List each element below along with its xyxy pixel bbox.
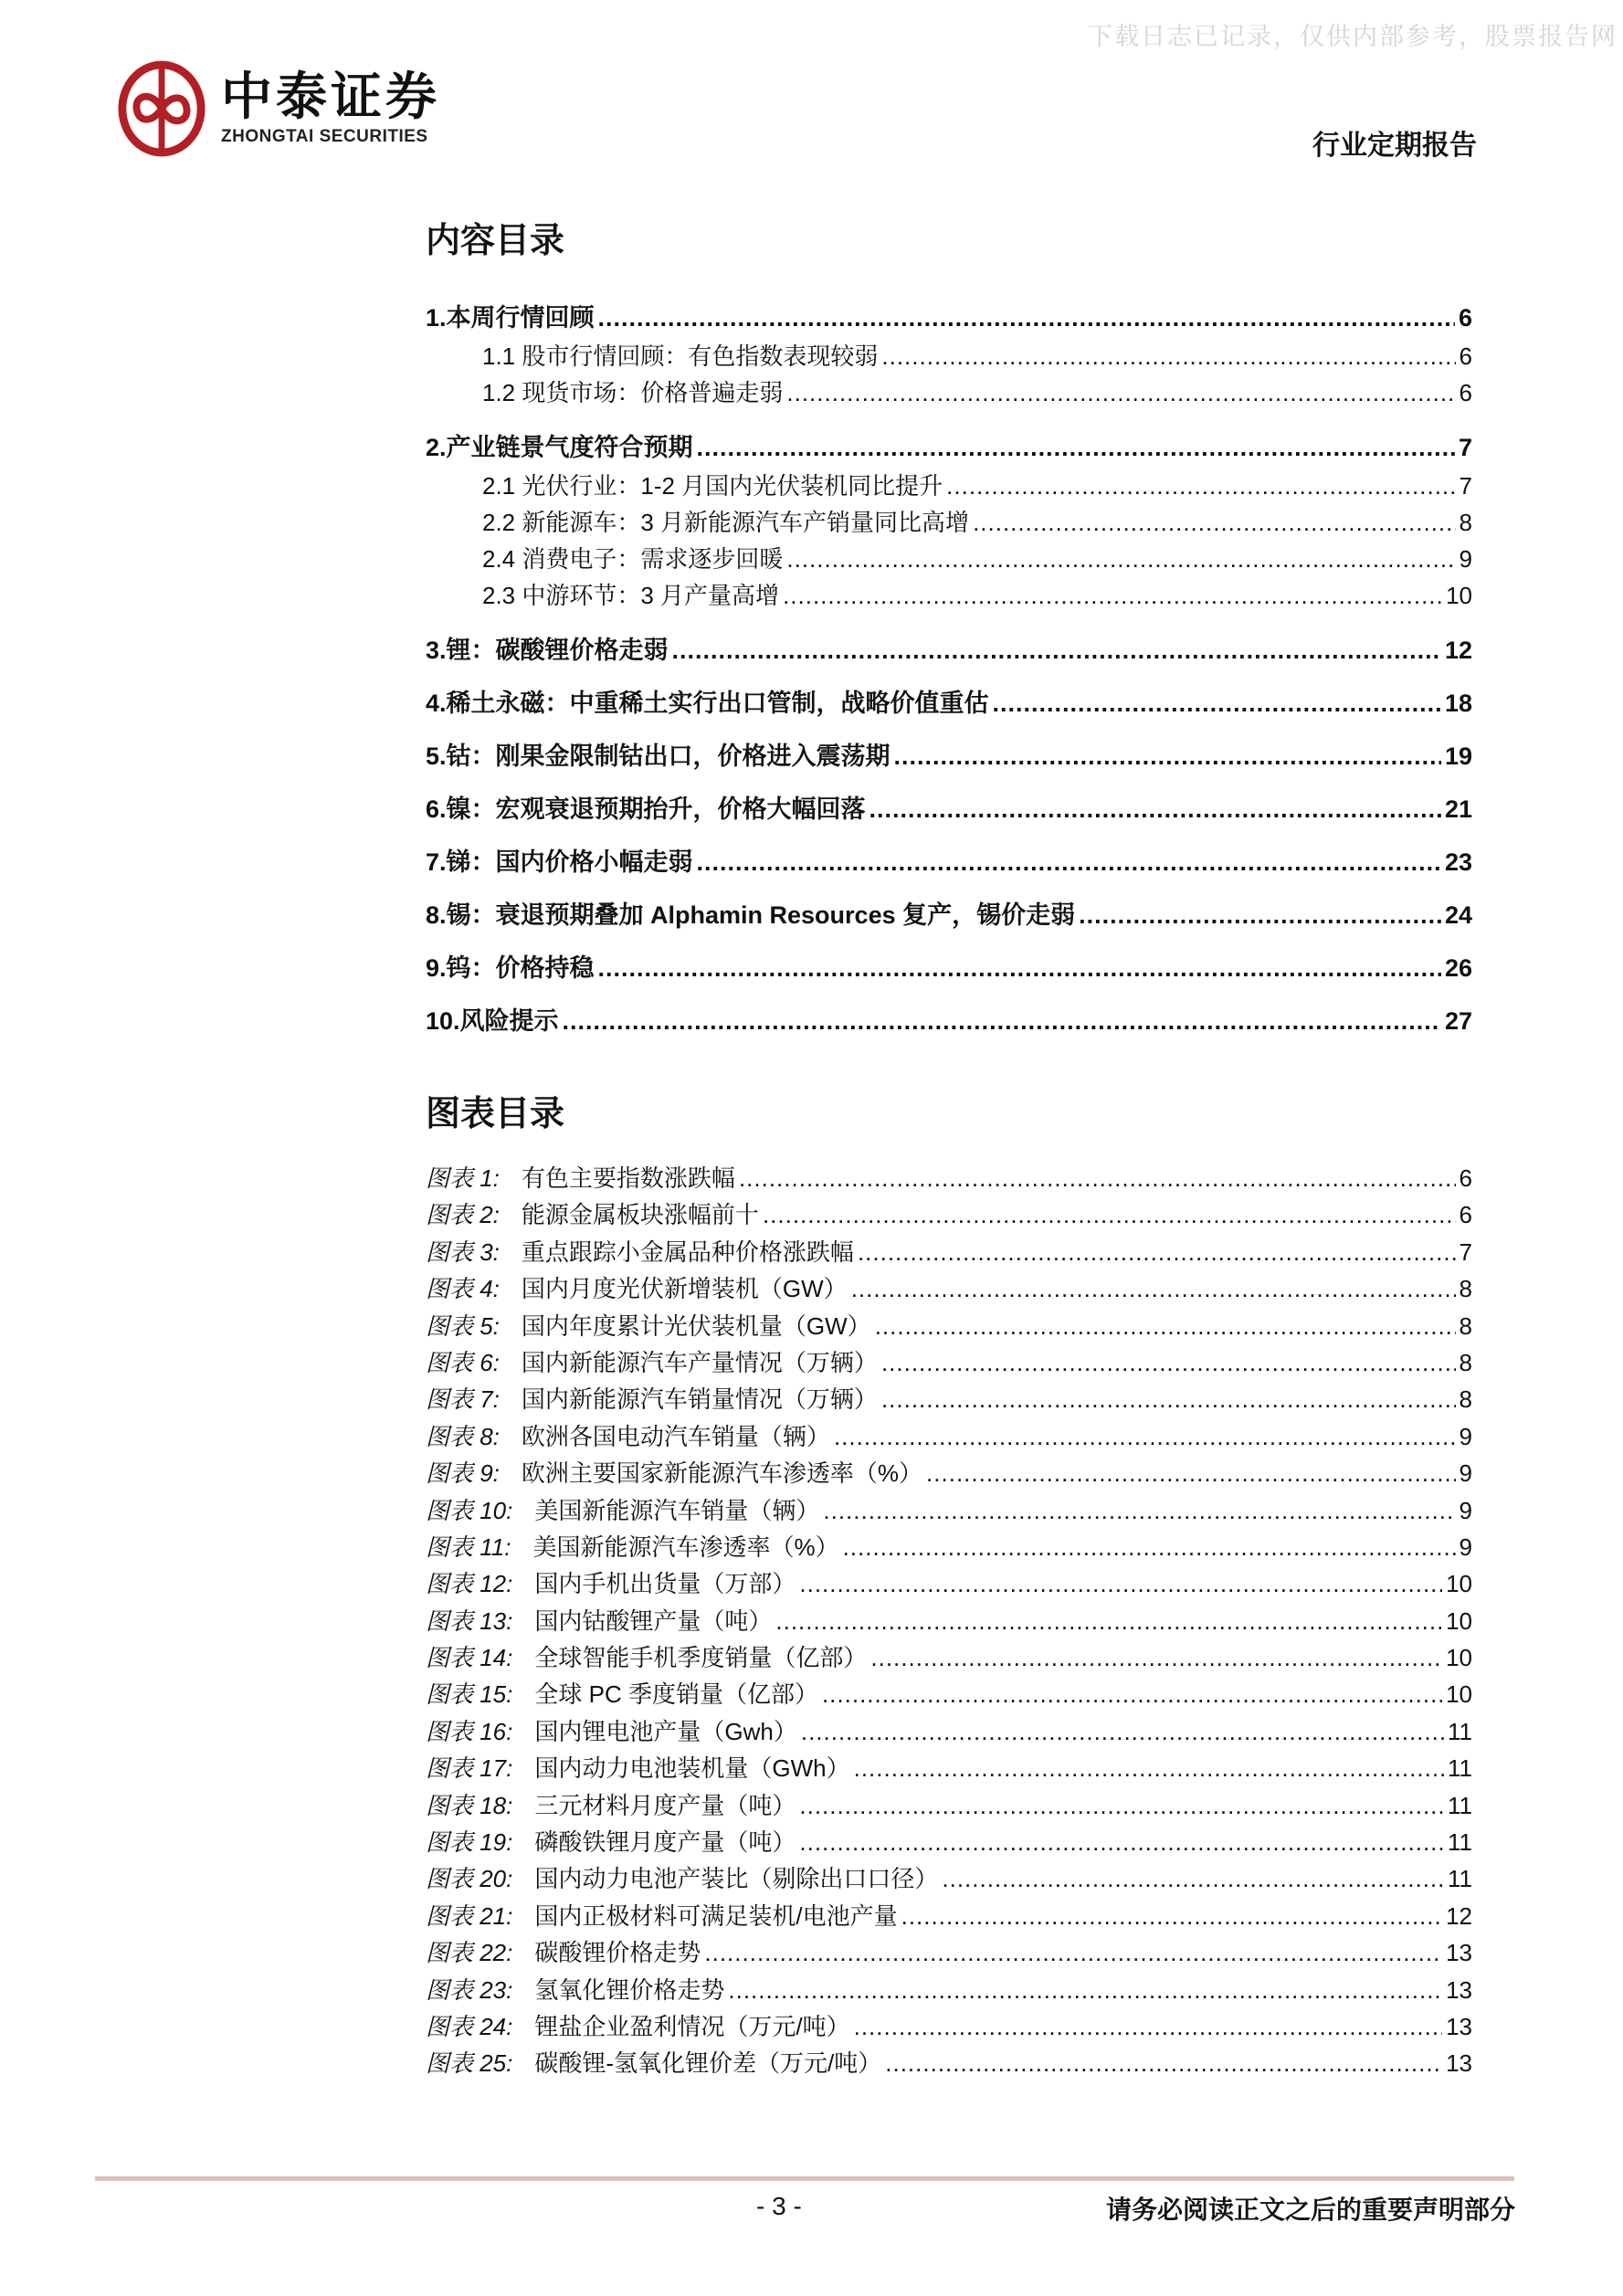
figure-entry[interactable] — [426, 1270, 1472, 1307]
figure-entry-page: 11 — [1448, 1791, 1472, 1819]
figure-entry-page: 10 — [1446, 1570, 1472, 1598]
dot-leader — [697, 434, 1455, 462]
toc-entry-page: 8 — [1459, 509, 1472, 536]
figure-entry-label — [426, 1270, 848, 1304]
figure-entry-page: 8 — [1459, 1311, 1472, 1340]
toc-entry-label: 1.2 现货市场：价格普遍走弱 — [482, 379, 784, 406]
toc-chapter-entry[interactable] — [426, 1001, 1472, 1034]
toc-entry-label: 3.锂：碳酸锂价格走弱 — [426, 637, 669, 664]
figure-entry-page: 8 — [1459, 1348, 1472, 1376]
toc-chapter-entry[interactable] — [426, 427, 1472, 460]
toc-entry-label: 7.锑：国内价格小幅走弱 — [426, 848, 693, 876]
figure-entry[interactable] — [426, 1750, 1472, 1786]
figure-entry-label — [426, 1308, 871, 1342]
figure-title: 欧洲各国电动汽车销量（辆） — [521, 1422, 830, 1450]
dot-leader — [993, 690, 1441, 718]
logo-english-name: ZHONGTAI SECURITIES — [221, 127, 428, 146]
toc-entry-label: 2.产业链景气度符合预期 — [426, 434, 693, 461]
figure-title: 全球 PC 季度销量（亿部） — [534, 1680, 818, 1709]
toc-chapter-entry[interactable] — [426, 789, 1472, 822]
figure-title: 全球智能手机季度销量（亿部） — [534, 1644, 868, 1672]
figure-entry-label — [426, 1565, 796, 1599]
figure-number: 图表 1: — [426, 1164, 500, 1192]
toc-entry-label: 1.1 股市行情回顾：有色指数表现较弱 — [482, 342, 879, 370]
dot-leader — [834, 1423, 1456, 1451]
figure-title: 碳酸锂-氢氧化锂价差（万元/吨） — [534, 2049, 882, 2078]
figure-title: 三元材料月度产量（吨） — [534, 1791, 796, 1819]
toc-title: 内容目录 — [426, 219, 565, 260]
figure-title: 国内手机出货量（万部） — [534, 1570, 796, 1598]
toc-entry-page: 26 — [1444, 954, 1472, 982]
figure-entry[interactable] — [426, 1381, 1472, 1417]
figure-entry-page: 9 — [1459, 1496, 1472, 1524]
toc-chapter-entry[interactable] — [426, 630, 1472, 663]
figure-entry[interactable] — [426, 2008, 1472, 2045]
company-logo — [117, 60, 440, 157]
figure-title: 国内年度累计光伏装机量（GW） — [521, 1311, 871, 1340]
dot-leader — [822, 1680, 1442, 1709]
figure-entry[interactable] — [426, 1713, 1472, 1750]
figure-list-title: 图表目录 — [426, 1092, 565, 1133]
figure-number: 图表 9: — [426, 1459, 500, 1488]
dot-leader — [885, 2049, 1442, 2078]
dot-leader — [875, 1312, 1456, 1341]
page-number: - 3 - — [756, 2192, 802, 2220]
figure-entry[interactable] — [426, 2045, 1472, 2081]
toc-section-entry[interactable] — [426, 468, 1472, 504]
figure-entry-page: 6 — [1459, 1201, 1472, 1229]
figure-entry-page: 10 — [1446, 1606, 1472, 1635]
figure-entry-label — [426, 1639, 867, 1673]
figure-number: 图表 23: — [426, 1975, 513, 2004]
figure-entry-label — [426, 1787, 796, 1821]
dot-leader — [739, 1164, 1456, 1193]
figure-entry[interactable] — [426, 1676, 1472, 1712]
toc-chapter-entry[interactable] — [426, 683, 1472, 716]
dot-leader — [598, 954, 1441, 983]
dot-leader — [843, 1533, 1456, 1562]
figure-title: 国内新能源汽车销量情况（万辆） — [521, 1385, 878, 1414]
toc-entry-page: 12 — [1444, 637, 1472, 664]
toc-chapter-entry[interactable] — [426, 948, 1472, 981]
figure-entry-label — [426, 1603, 772, 1637]
figure-entry-label — [426, 1824, 796, 1858]
figure-entry[interactable] — [426, 1308, 1472, 1344]
figure-number: 图表 2: — [426, 1201, 500, 1229]
figure-entry-page: 13 — [1446, 2049, 1472, 2078]
figure-entry-label — [426, 1234, 854, 1268]
figure-entry-page: 9 — [1459, 1532, 1472, 1561]
dot-leader — [799, 1828, 1444, 1857]
figure-number: 图表 4: — [426, 1275, 500, 1303]
figure-entry-page: 11 — [1448, 1717, 1472, 1745]
figure-number: 图表 25: — [426, 2049, 513, 2078]
dot-leader — [728, 1976, 1442, 2005]
figure-entry-page: 11 — [1448, 1754, 1472, 1783]
figure-entry[interactable] — [426, 1492, 1472, 1529]
toc-entry-label: 8.锡：衰退预期叠加 Alphamin Resources 复产，锡价走弱 — [426, 901, 1076, 929]
figure-title: 碳酸锂价格走势 — [534, 1939, 701, 1967]
dot-leader — [854, 2013, 1442, 2041]
zhongtai-logo-icon — [117, 60, 206, 157]
dot-leader — [783, 582, 1442, 610]
figure-entry[interactable] — [426, 1639, 1472, 1676]
dot-leader — [881, 1385, 1456, 1414]
dot-leader — [926, 1459, 1455, 1488]
dot-leader — [946, 472, 1455, 500]
figure-title: 国内新能源汽车产量情况（万辆） — [521, 1348, 878, 1376]
figure-entry-label — [426, 1860, 938, 1894]
disclaimer-note: 请务必阅读正文之后的重要声明部分 — [1105, 2195, 1515, 2225]
figure-title: 国内正极材料可满足装机/电池产量 — [534, 1901, 898, 1930]
figure-number: 图表 10: — [426, 1496, 513, 1524]
toc-section-entry[interactable] — [426, 577, 1472, 614]
figure-entry-page: 13 — [1446, 1975, 1472, 2004]
figure-number: 图表 16: — [426, 1717, 513, 1745]
figure-entry-label — [426, 1196, 759, 1230]
figure-entry[interactable] — [426, 1824, 1472, 1860]
figure-title: 锂盐企业盈利情况（万元/吨） — [534, 2012, 850, 2040]
figure-number: 图表 21: — [426, 1901, 513, 1930]
toc-entry-label: 9.钨：价格持稳 — [426, 954, 595, 982]
figure-entry-page: 12 — [1446, 1901, 1472, 1930]
dot-leader — [870, 1644, 1442, 1672]
figure-entry-page: 11 — [1448, 1865, 1472, 1893]
toc-entry-label: 2.4 消费电子：需求逐步回暖 — [482, 545, 784, 573]
toc-entry-page: 27 — [1444, 1007, 1472, 1035]
dot-leader — [881, 342, 1455, 371]
toc-entry-page: 7 — [1459, 472, 1472, 500]
figure-entry-label — [426, 1455, 922, 1489]
figure-number: 图表 19: — [426, 1828, 513, 1857]
figure-number: 图表 17: — [426, 1754, 513, 1783]
figure-entry-label — [426, 1344, 878, 1378]
toc-entry-label: 4.稀土永磁：中重稀土实行出口管制，战略价值重估 — [426, 690, 989, 717]
toc-entry-page: 6 — [1459, 379, 1472, 406]
dot-leader — [775, 1607, 1442, 1636]
toc-entry-label: 2.1 光伏行业：1-2 月国内光伏装机同比提升 — [482, 472, 943, 500]
toc-chapter-entry[interactable] — [426, 736, 1472, 769]
figure-entry-label — [426, 1529, 839, 1563]
figure-number: 图表 15: — [426, 1680, 513, 1709]
toc-entry-page: 7 — [1458, 434, 1472, 461]
footer-divider — [95, 2176, 1514, 2181]
figure-entry-label — [426, 2008, 850, 2042]
figure-title: 能源金属板块涨幅前十 — [521, 1201, 759, 1229]
figure-number: 图表 22: — [426, 1939, 513, 1967]
figure-entry-page: 9 — [1459, 1459, 1472, 1488]
figure-entry-label — [426, 1381, 878, 1415]
figure-title: 重点跟踪小金属品种价格涨跌幅 — [521, 1238, 854, 1266]
dot-leader — [763, 1201, 1456, 1229]
dot-leader — [704, 1939, 1442, 1967]
figure-entry-page: 8 — [1459, 1385, 1472, 1414]
figure-entry[interactable] — [426, 1529, 1472, 1565]
figure-entry-label — [426, 1418, 830, 1452]
figure-number: 图表 6: — [426, 1348, 500, 1376]
toc-entry-page: 6 — [1458, 304, 1472, 332]
figure-number: 图表 5: — [426, 1311, 500, 1340]
toc-entry-label: 5.钴：刚果金限制钴出口，价格进入震荡期 — [426, 743, 891, 770]
figure-number: 图表 12: — [426, 1570, 513, 1598]
dot-leader — [973, 509, 1455, 537]
toc-entry-page: 10 — [1446, 582, 1472, 609]
figure-entry[interactable] — [426, 1234, 1472, 1270]
figure-entry-page: 6 — [1459, 1164, 1472, 1192]
toc-entry-label: 10.风险提示 — [426, 1007, 559, 1035]
watermark-text: 下载日志已记录，仅供内部参考，股票报告网 — [1088, 23, 1618, 51]
figure-entry[interactable] — [426, 1344, 1472, 1381]
toc-section-entry[interactable] — [426, 504, 1472, 541]
toc-chapter-entry[interactable] — [426, 842, 1472, 875]
toc-section-entry[interactable] — [426, 541, 1472, 577]
figure-entry[interactable] — [426, 1455, 1472, 1491]
toc-entry-page: 9 — [1459, 545, 1472, 573]
toc-entry-label: 2.2 新能源车：3 月新能源汽车产销量同比高增 — [482, 509, 970, 536]
figure-number: 图表 13: — [426, 1606, 513, 1635]
figure-entry[interactable] — [426, 1860, 1472, 1897]
dot-leader — [858, 1238, 1456, 1267]
figure-entry-page: 13 — [1446, 1939, 1472, 1967]
figure-title: 氢氧化锂价格走势 — [534, 1975, 725, 2004]
figure-entry-label — [426, 1750, 850, 1784]
figure-number: 图表 18: — [426, 1791, 513, 1819]
toc-entry-page: 19 — [1444, 743, 1472, 770]
toc-entry-page: 23 — [1444, 848, 1472, 876]
figure-number: 图表 7: — [426, 1385, 500, 1414]
report-type-label: 行业定期报告 — [1312, 130, 1477, 162]
figure-entry[interactable] — [426, 1934, 1472, 1971]
figure-entry[interactable] — [426, 1787, 1472, 1824]
figure-entry-page: 10 — [1446, 1644, 1472, 1672]
dot-leader — [697, 848, 1441, 877]
figure-entry[interactable] — [426, 1972, 1472, 2008]
toc-section-entry[interactable] — [426, 374, 1472, 411]
dot-leader — [901, 1902, 1442, 1931]
toc-chapter-entry[interactable] — [426, 298, 1472, 331]
figure-entry-page: 7 — [1459, 1238, 1472, 1266]
figure-title: 国内动力电池装机量（GWh） — [534, 1754, 850, 1783]
dot-leader — [598, 304, 1455, 332]
figure-entry-label — [426, 1934, 701, 1968]
figure-title: 有色主要指数涨跌幅 — [521, 1164, 735, 1192]
toc-entry-page: 21 — [1444, 795, 1472, 823]
figure-entry-label — [426, 1972, 724, 2006]
figure-number: 图表 3: — [426, 1238, 500, 1266]
figure-number: 图表 24: — [426, 2012, 513, 2040]
dot-leader — [786, 545, 1455, 574]
dot-leader — [672, 637, 1441, 665]
logo-chinese-name: 中泰证券 — [221, 68, 440, 127]
dot-leader — [1079, 901, 1441, 930]
figure-entry-page: 13 — [1446, 2012, 1472, 2040]
figure-title: 国内钴酸锂产量（吨） — [534, 1606, 773, 1635]
dot-leader — [799, 1792, 1444, 1820]
figure-entry[interactable] — [426, 1565, 1472, 1602]
figure-entry-label — [426, 1160, 735, 1194]
figure-entry[interactable] — [426, 1603, 1472, 1639]
figure-entry-label — [426, 1676, 818, 1710]
toc-section-entry[interactable] — [426, 338, 1472, 374]
dot-leader — [799, 1570, 1442, 1598]
dot-leader — [942, 1865, 1444, 1893]
figure-entry-page: 10 — [1446, 1680, 1472, 1709]
list-of-figures — [426, 1160, 1472, 2082]
figure-title: 欧洲主要国家新能源汽车渗透率（%） — [521, 1459, 923, 1488]
dot-leader — [894, 743, 1441, 771]
toc-entry-label: 6.镍：宏观衰退预期抬升，价格大幅回落 — [426, 795, 866, 823]
figure-title: 磷酸铁锂月度产量（吨） — [534, 1828, 796, 1857]
dot-leader — [823, 1497, 1455, 1525]
figure-entry[interactable] — [426, 1196, 1472, 1233]
toc-entry-page: 6 — [1459, 342, 1472, 370]
toc-entry-page: 24 — [1444, 901, 1472, 929]
figure-entry[interactable] — [426, 1418, 1472, 1455]
figure-entry-label — [426, 1898, 898, 1932]
figure-entry-page: 11 — [1448, 1828, 1472, 1857]
toc-entry-page: 18 — [1444, 690, 1472, 717]
figure-entry-label — [426, 2045, 881, 2079]
dot-leader — [801, 1718, 1444, 1746]
figure-title: 美国新能源汽车渗透率（%） — [532, 1532, 839, 1561]
toc-entry-label: 1.本周行情回顾 — [426, 304, 595, 332]
dot-leader — [881, 1349, 1456, 1377]
figure-title: 美国新能源汽车销量（辆） — [534, 1496, 820, 1524]
figure-entry[interactable] — [426, 1160, 1472, 1196]
dot-leader — [854, 1754, 1444, 1783]
figure-entry-page: 9 — [1459, 1422, 1472, 1450]
dot-leader — [851, 1275, 1456, 1303]
figure-entry-label — [426, 1713, 797, 1747]
toc-chapter-entry[interactable] — [426, 895, 1472, 928]
dot-leader — [563, 1007, 1441, 1036]
figure-number: 图表 11: — [426, 1532, 511, 1561]
figure-number: 图表 20: — [426, 1865, 513, 1893]
figure-entry[interactable] — [426, 1898, 1472, 1934]
figure-number: 图表 14: — [426, 1644, 513, 1672]
figure-entry-page: 8 — [1459, 1275, 1472, 1303]
figure-number: 图表 8: — [426, 1422, 500, 1450]
toc-entry-label: 2.3 中游环节：3 月产量高增 — [482, 582, 780, 609]
figure-title: 国内月度光伏新增装机（GW） — [521, 1275, 848, 1303]
figure-title: 国内锂电池产量（Gwh） — [534, 1717, 797, 1745]
figure-entry-label — [426, 1492, 819, 1526]
dot-leader — [869, 795, 1441, 824]
dot-leader — [786, 379, 1455, 407]
figure-title: 国内动力电池产装比（剔除出口口径） — [534, 1865, 939, 1893]
